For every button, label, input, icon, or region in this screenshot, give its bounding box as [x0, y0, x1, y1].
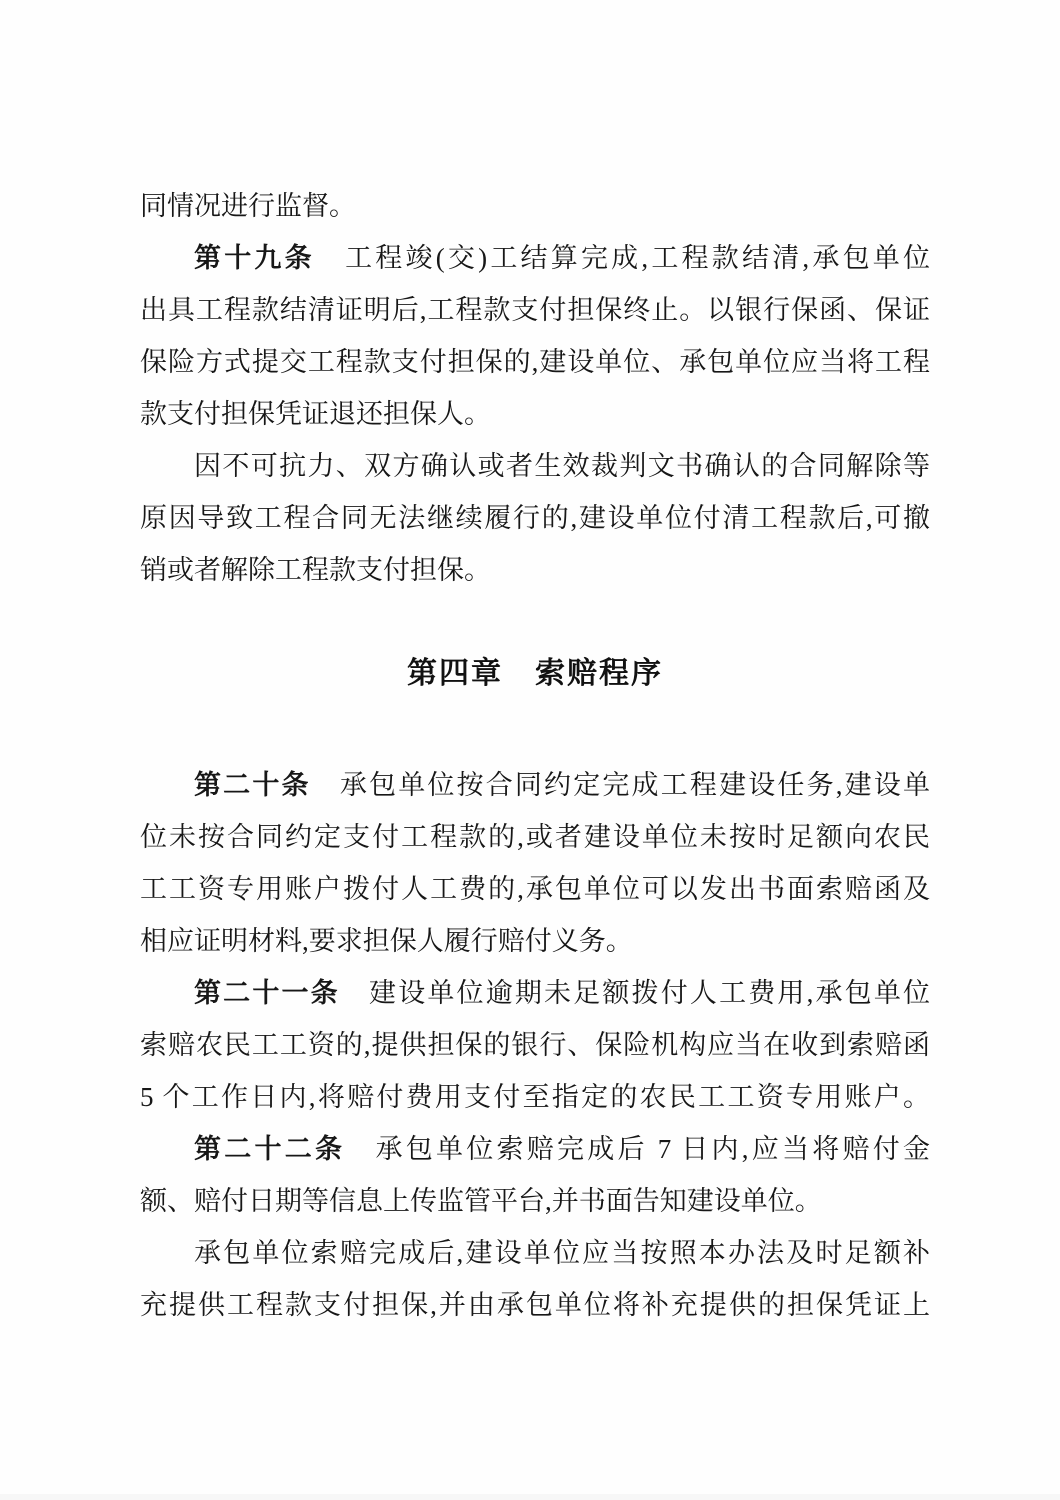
- paragraph: [140, 232, 930, 440]
- text-line: [140, 440, 930, 492]
- text-line: [140, 967, 930, 1019]
- text-line: [140, 232, 930, 284]
- article-number: 第二十条: [194, 770, 311, 800]
- text-line: [140, 180, 930, 232]
- paragraph: [140, 759, 930, 967]
- text-run: 充提供工程款支付担保,并由承包单位将补充提供的担保凭证上: [140, 1290, 930, 1320]
- paragraph: [140, 967, 930, 1123]
- article-number: 第二十二条: [194, 1134, 346, 1164]
- text-run: 保险方式提交工程款支付担保的,建设单位、承包单位应当将工程: [140, 347, 930, 377]
- paragraph: [140, 1227, 930, 1331]
- paragraph: [140, 440, 930, 596]
- text-block: [140, 180, 930, 1331]
- text-run: 额、赔付日期等信息上传监管平台,并书面告知建设单位。: [140, 1186, 822, 1216]
- text-run: 索赔农民工工资的,提供担保的银行、保险机构应当在收到索赔函: [140, 1030, 930, 1060]
- text-line: [140, 1071, 930, 1123]
- page-edge-shadow: [0, 1494, 1060, 1500]
- text-run: 因不可抗力、双方确认或者生效裁判文书确认的合同解除等: [194, 451, 930, 481]
- text-line: [140, 1227, 930, 1279]
- text-line: [140, 388, 930, 440]
- article-number: 第十九条: [194, 243, 315, 273]
- text-line: [140, 1123, 930, 1175]
- text-run: 销或者解除工程款支付担保。: [140, 555, 491, 585]
- text-line: [140, 492, 930, 544]
- text-line: [140, 863, 930, 915]
- text-line: [140, 544, 930, 596]
- text-run: 出具工程款结清证明后,工程款支付担保终止。以银行保函、保证: [140, 295, 930, 325]
- text-line: [140, 1279, 930, 1331]
- paragraph: [140, 1123, 930, 1227]
- article-number: 第二十一条: [194, 978, 340, 1008]
- text-run: 同情况进行监督。: [140, 191, 356, 221]
- paragraph: [140, 180, 930, 232]
- chapter-heading: 第四章 索赔程序: [407, 657, 663, 690]
- text-line: [140, 811, 930, 863]
- text-line: [140, 1175, 930, 1227]
- text-line: [140, 284, 930, 336]
- text-line: [140, 759, 930, 811]
- text-line: [140, 336, 930, 388]
- text-run: 5 个工作日内,将赔付费用支付至指定的农民工工资专用账户。: [140, 1082, 930, 1112]
- text-run: 承包单位索赔完成后,建设单位应当按照本办法及时足额补: [194, 1238, 930, 1268]
- text-run: 工程竣(交)工结算完成,工程款结清,承包单位: [314, 243, 930, 273]
- text-run: 工工资专用账户拨付人工费的,承包单位可以发出书面索赔函及: [140, 874, 930, 904]
- text-run: 建设单位逾期未足额拨付人工费用,承包单位: [339, 978, 930, 1008]
- text-run: 款支付担保凭证退还担保人。: [140, 399, 491, 429]
- text-run: 承包单位索赔完成后 7 日内,应当将赔付金: [345, 1134, 930, 1164]
- text-line: [140, 1019, 930, 1071]
- text-run: 相应证明材料,要求担保人履行赔付义务。: [140, 926, 633, 956]
- text-line: [140, 915, 930, 967]
- text-run: 承包单位按合同约定完成工程建设任务,建设单: [310, 770, 930, 800]
- text-run: 原因导致工程合同无法继续履行的,建设单位付清工程款后,可撤: [140, 503, 930, 533]
- text-run: 位未按合同约定支付工程款的,或者建设单位未按时足额向农民: [140, 822, 930, 852]
